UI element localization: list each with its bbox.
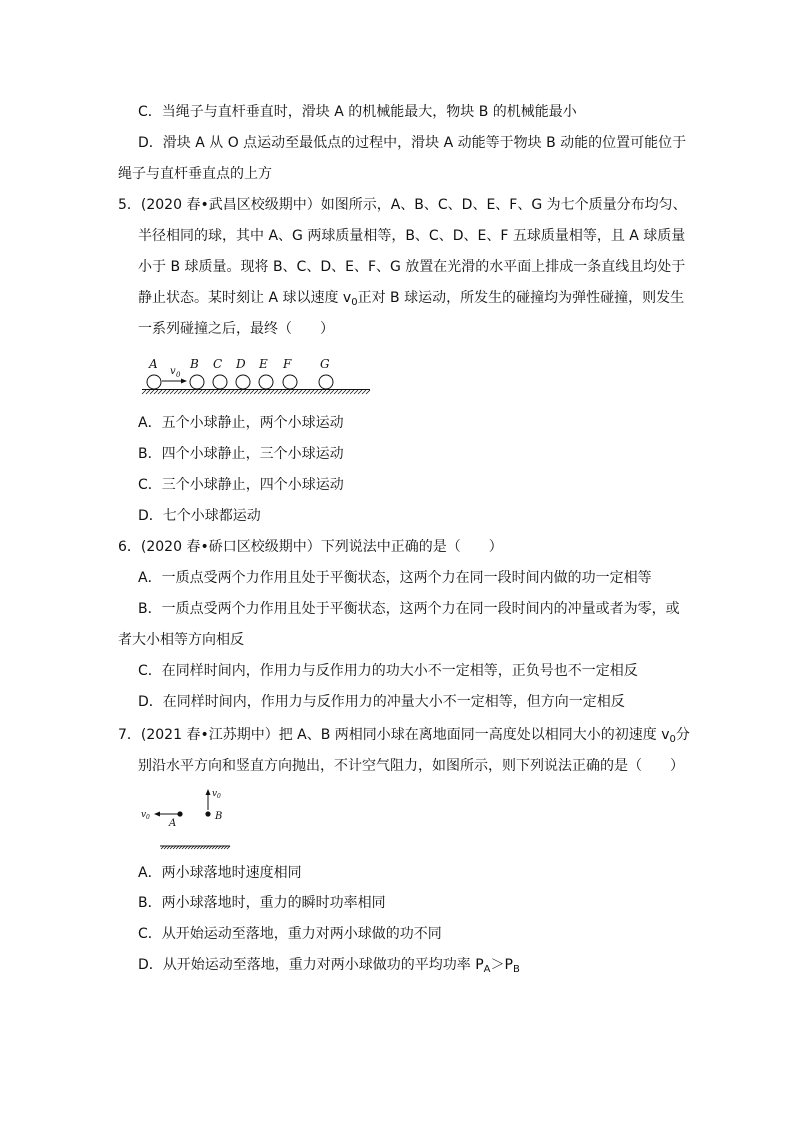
hatch-mark (238, 390, 242, 394)
hatch-mark (298, 390, 302, 394)
q6-option-b-line1: B．一质点受两个力作用且处于平衡状态，这两个力在同一段时间内的冲量或者为零，或 (138, 601, 680, 617)
q7-option-c: C．从开始运动至落地，重力对两小球做的功不同 (138, 926, 442, 942)
hatch-mark (290, 390, 294, 394)
ball-label-c: C (213, 357, 223, 371)
hatch-mark (150, 390, 154, 394)
hatch-mark (278, 390, 282, 394)
ball-label-f: F (283, 357, 292, 371)
q7-option-b: B．两小球落地时，重力的瞬时功率相同 (138, 895, 386, 911)
hatch-mark (242, 390, 246, 394)
q5-stem-line4-sub: 0 (351, 297, 358, 308)
hatch-mark (342, 390, 346, 394)
hatch-mark (234, 390, 238, 394)
hatch-mark (258, 390, 262, 394)
hatch-mark (170, 390, 174, 394)
ball-a-dot (177, 811, 182, 816)
q7-option-a: A．两小球落地时速度相同 (138, 865, 302, 881)
q7-stem-line1 (118, 725, 690, 750)
q6-option-d: D．在同样时间内，作用力与反作用力的冲量大小不一定相等，但方向一定相反 (138, 694, 625, 710)
ball-label-b: B (190, 357, 199, 371)
hatch-mark (226, 390, 230, 394)
hatch-mark (182, 390, 186, 394)
q5-option-c: C．三个小球静止，四个小球运动 (138, 477, 344, 493)
hatch-mark (154, 390, 158, 394)
ball-label-e: E (259, 357, 268, 371)
hatch-mark (270, 390, 274, 394)
q4-option-d-line2: 绳子与直杆垂直点的上方 (118, 166, 272, 182)
hatch-mark (146, 390, 150, 394)
ball-e (259, 375, 273, 389)
hatch-mark (250, 390, 254, 394)
hatch-mark (322, 390, 326, 394)
v-up-label: v (212, 789, 218, 799)
q5-stem-line4-b: 正对 B 球运动，所发生的碰撞均为弹性碰撞，则发生 (357, 290, 685, 306)
q5-stem-line3: 小于 B 球质量。现将 B、C、D、E、F、G 放置在光滑的水平面上排成一条直线且均处于 (138, 259, 686, 275)
hatch-mark (302, 390, 306, 394)
q7-option-d-sub-a: A (483, 964, 491, 975)
hatch-mark (194, 390, 198, 394)
q4-option-c: C．当绳子与直杆垂直时，滑块 A 的机械能最大，物块 B 的机械能最小 (138, 104, 577, 120)
q7-stem-line1-sub: 0 (669, 734, 676, 745)
hatch-mark (262, 390, 266, 394)
velocity-label-sub: 0 (176, 371, 181, 379)
v-left-label: v (141, 810, 147, 820)
q7-stem-line1-b: 分 (675, 727, 690, 743)
q7-throw-figure (138, 784, 238, 856)
hatch-mark (310, 390, 314, 394)
q6-option-c: C．在同样时间内，作用力与反作用力的功大小不一定相等，正负号也不一定相反 (138, 663, 638, 679)
hatch-mark (334, 390, 338, 394)
q5-stem-line4 (138, 288, 684, 313)
hatch-mark (198, 390, 202, 394)
hatch-mark (142, 390, 146, 394)
q7-stem-line2: 别沿水平方向和竖直方向抛出，不计空气阻力，如图所示，则下列说法正确的是（ ） (138, 758, 684, 774)
hatch-mark (166, 390, 170, 394)
hatch-mark (286, 390, 290, 394)
hatch-mark (218, 390, 222, 394)
hatch-mark (178, 390, 182, 394)
hatch-mark (222, 390, 226, 394)
hatch-mark (246, 390, 250, 394)
ball-d (236, 375, 250, 389)
q4-option-d-line1: D．滑块 A 从 O 点运动至最低点的过程中，滑块 A 动能等于物块 B 动能的位置可能位于 (138, 135, 687, 151)
hatch-mark (366, 390, 370, 394)
q6-stem: 6．(2020 春•硚口区校级期中）下列说法中正确的是（ ） (118, 539, 503, 555)
hatch-mark (274, 390, 278, 394)
hatch-mark (162, 390, 166, 394)
q5-option-d: D．七个小球都运动 (138, 508, 261, 524)
hatch-mark (206, 390, 210, 394)
q7-option-d-sub-b: B (512, 964, 520, 975)
q6-option-a: A．一质点受两个力作用且处于平衡状态，这两个力在同一段时间内做的功一定相等 (138, 570, 652, 586)
hatch-mark (330, 390, 334, 394)
hatch-mark (338, 390, 342, 394)
v-left-label-sub: 0 (146, 814, 150, 821)
hatch-mark (214, 390, 218, 394)
label-a: A (169, 818, 177, 829)
hatch-mark (306, 390, 310, 394)
hatch-mark (186, 390, 190, 394)
q6-option-b-line2: 者大小相等方向相反 (118, 632, 244, 648)
hatch-mark (350, 390, 354, 394)
hatch-mark (346, 390, 350, 394)
hatch-mark (358, 390, 362, 394)
velocity-label: v (170, 366, 176, 377)
ball-label-g: G (320, 357, 330, 371)
hatch-mark (266, 390, 270, 394)
q5-option-a: A．五个小球静止，两个小球运动 (138, 415, 344, 431)
ball-f (283, 375, 297, 389)
ball-g (319, 375, 333, 389)
hatch-mark (202, 390, 206, 394)
q5-stem-line4-a: 静止状态。某时刻让 A 球以速度 v (138, 290, 352, 306)
hatch-mark (326, 390, 330, 394)
q7-stem-line1-a: 7．(2021 春•江苏期中）把 A、B 两相同小球在离地面同一高度处以相同大小的初速度 v (118, 727, 670, 743)
ball-b-dot (205, 811, 210, 816)
q7-option-d (138, 955, 520, 980)
hatch-mark (230, 390, 234, 394)
hatch-mark (158, 390, 162, 394)
hatch-mark (174, 390, 178, 394)
ball-label-d: D (236, 357, 246, 371)
label-b: B (215, 811, 223, 822)
hatch-mark (210, 390, 214, 394)
ball-c (213, 375, 227, 389)
q7-option-d-text: D．从开始运动至落地，重力对两小球做功的平均功率 P (138, 957, 484, 973)
hatch-mark (354, 390, 358, 394)
hatch-mark (362, 390, 366, 394)
hatch-mark (190, 390, 194, 394)
q5-stem-line5: 一系列碰撞之后，最终（ ） (138, 321, 334, 337)
ground-hatching (142, 390, 370, 394)
ball-label-a: A (149, 357, 158, 371)
v-up-arrowhead (206, 789, 211, 795)
hatch-mark (314, 390, 318, 394)
ball-a (147, 375, 161, 389)
q5-stem-line1: 5．(2020 春•武昌区校级期中）如图所示，A、B、C、D、E、F、G 为七个质量分布均匀、 (118, 197, 687, 213)
hatch-mark (294, 390, 298, 394)
velocity-arrowhead (181, 379, 187, 384)
q7-option-d-gt: ＞P (490, 957, 513, 973)
hatch-mark (282, 390, 286, 394)
q5-option-b: B．四个小球静止，三个小球运动 (138, 446, 344, 462)
q5-balls-figure (140, 352, 372, 398)
hatch-mark (254, 390, 258, 394)
hatch-mark (318, 390, 322, 394)
v-up-label-sub: 0 (217, 793, 221, 800)
ball-b (190, 375, 204, 389)
v-left-arrowhead (154, 812, 160, 817)
q5-stem-line2: 半径相同的球，其中 A、G 两球质量相等，B、C、D、E、F 五球质量相等，且 A 球质量 (138, 228, 686, 244)
